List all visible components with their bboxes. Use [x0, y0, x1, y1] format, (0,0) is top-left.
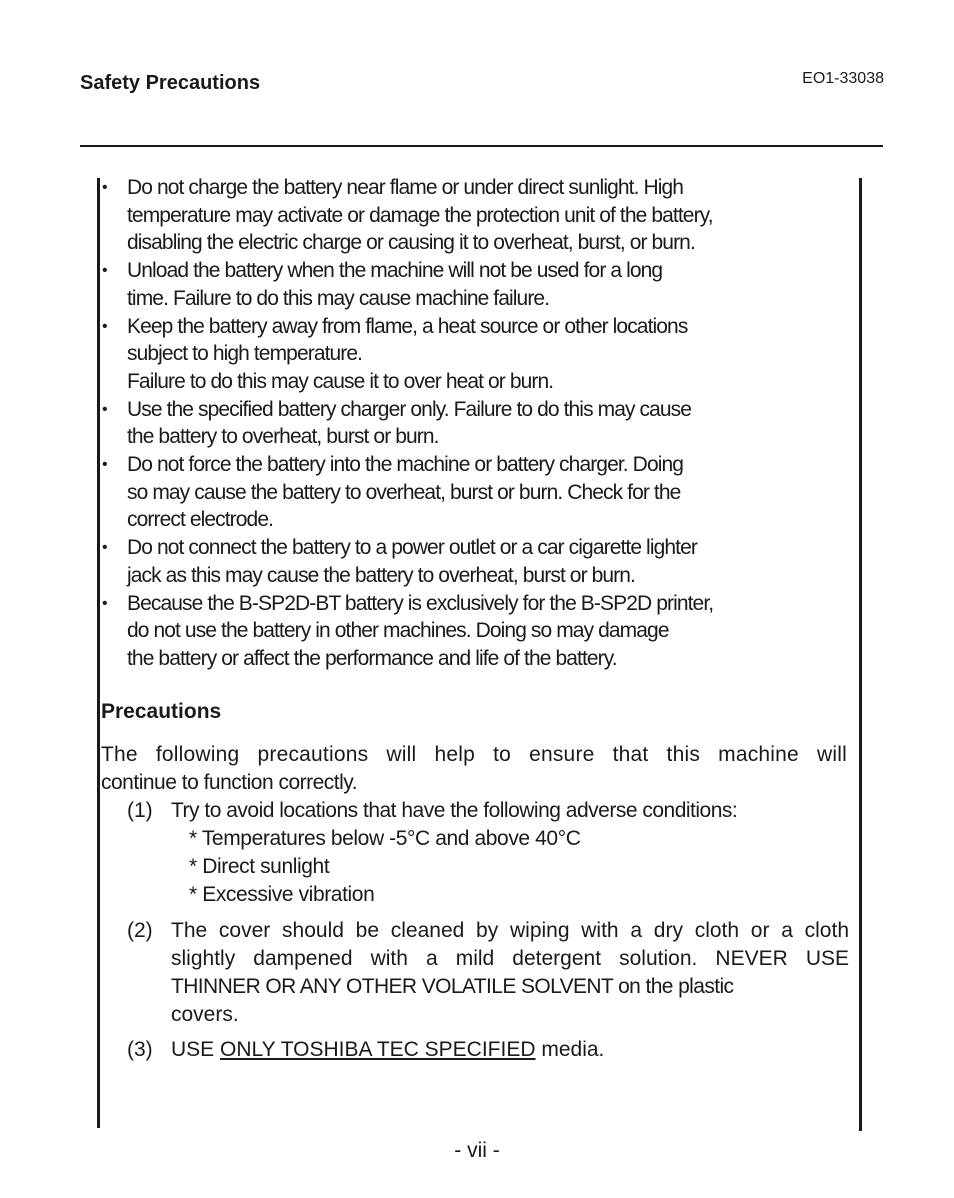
precautions-heading: Precautions: [101, 700, 222, 723]
item-text: covers.: [171, 1003, 239, 1026]
precautions-intro: [101, 741, 847, 797]
bullet-marker: •: [102, 317, 108, 335]
bullet-item: [100, 174, 830, 257]
item-text: Try to avoid locations that have the following adverse conditions:: [171, 799, 738, 822]
header-rule: [80, 145, 883, 147]
bullet-item: [100, 451, 830, 534]
bullet-item: [100, 257, 830, 312]
bullet-text-line: Do not charge the battery near flame or under direct sunlight. High: [127, 176, 684, 199]
bullet-text-line: Unload the battery when the machine will not be used for a long: [127, 259, 663, 283]
page-number: - vii -: [454, 1139, 500, 1162]
bullet-text-line: Do not connect the battery to a power outlet or a car cigarette lighter: [127, 536, 697, 560]
item-text: The cover should be cleaned by wiping with a dry cloth or a cloth: [171, 919, 849, 942]
item-text: USE: [171, 1038, 221, 1061]
section-title: Safety Precautions: [80, 72, 261, 94]
bullet-marker: •: [102, 456, 108, 474]
bullet-text-line: jack as this may cause the battery to overheat, burst or burn.: [127, 563, 635, 587]
bullet-text-line: Failure to do this may cause it to over heat or burn.: [127, 369, 554, 393]
item-number: (1): [127, 799, 153, 822]
bullet-marker: •: [102, 594, 108, 612]
bullet-text-line: Keep the battery away from flame, a heat source or other locations: [127, 314, 688, 338]
bullet-marker: •: [102, 400, 108, 418]
bullet-marker: •: [102, 262, 108, 280]
bullet-text-line: disabling the electric charge or causing it to overheat, burst, or burn.: [127, 231, 695, 255]
bullet-marker: •: [102, 539, 108, 557]
underlined-emphasis: ONLY TOSHIBA TEC SPECIFIED: [220, 1038, 536, 1061]
item-number: (2): [127, 919, 153, 942]
document-number: EO1-33038: [802, 70, 884, 87]
condition-item: * Excessive vibration: [189, 883, 375, 906]
bullet-item: [100, 534, 830, 589]
bullet-text-line: the battery or affect the performance and life of the battery.: [127, 646, 617, 670]
item-text: slightly dampened with a mild detergent solution. NEVER USE: [171, 947, 849, 970]
bullet-text-line: subject to high temperature.: [127, 342, 363, 366]
condition-item: * Direct sunlight: [189, 855, 330, 878]
bullet-item: [100, 313, 830, 396]
right-margin-bar: [859, 178, 862, 1131]
item-number: (3): [127, 1038, 153, 1061]
bullet-text-line: Do not force the battery into the machine or battery charger. Doing: [127, 453, 684, 477]
bullet-text-line: Because the B-SP2D-BT battery is exclusively for the B-SP2D printer,: [127, 591, 714, 615]
bullet-text-line: the battery to overheat, burst or burn.: [127, 425, 439, 449]
bullet-marker: •: [102, 179, 108, 196]
bullet-text-line: do not use the battery in other machines. Doing so may damage: [127, 619, 669, 643]
intro-line: The following precautions will help to ensure that this machine will: [101, 743, 847, 766]
intro-line: continue to function correctly.: [101, 771, 358, 794]
item-text: media.: [535, 1038, 605, 1061]
bullet-text-line: so may cause the battery to overheat, burst or burn. Check for the: [127, 480, 681, 504]
bullet-text-line: time. Failure to do this may cause machine failure.: [127, 286, 550, 310]
bullet-text-line: Use the specified battery charger only. Failure to do this may cause: [127, 397, 692, 421]
item-text: THINNER OR ANY OTHER VOLATILE SOLVENT on the plastic: [171, 975, 734, 998]
condition-item: * Temperatures below -5°C and above 40°C: [189, 827, 581, 850]
bullet-text-line: correct electrode.: [127, 508, 274, 532]
bullet-text-line: temperature may activate or damage the protection unit of the battery,: [127, 203, 713, 227]
bullet-item: [100, 590, 830, 673]
battery-warnings-list: [100, 174, 830, 673]
bullet-item: [100, 396, 830, 451]
